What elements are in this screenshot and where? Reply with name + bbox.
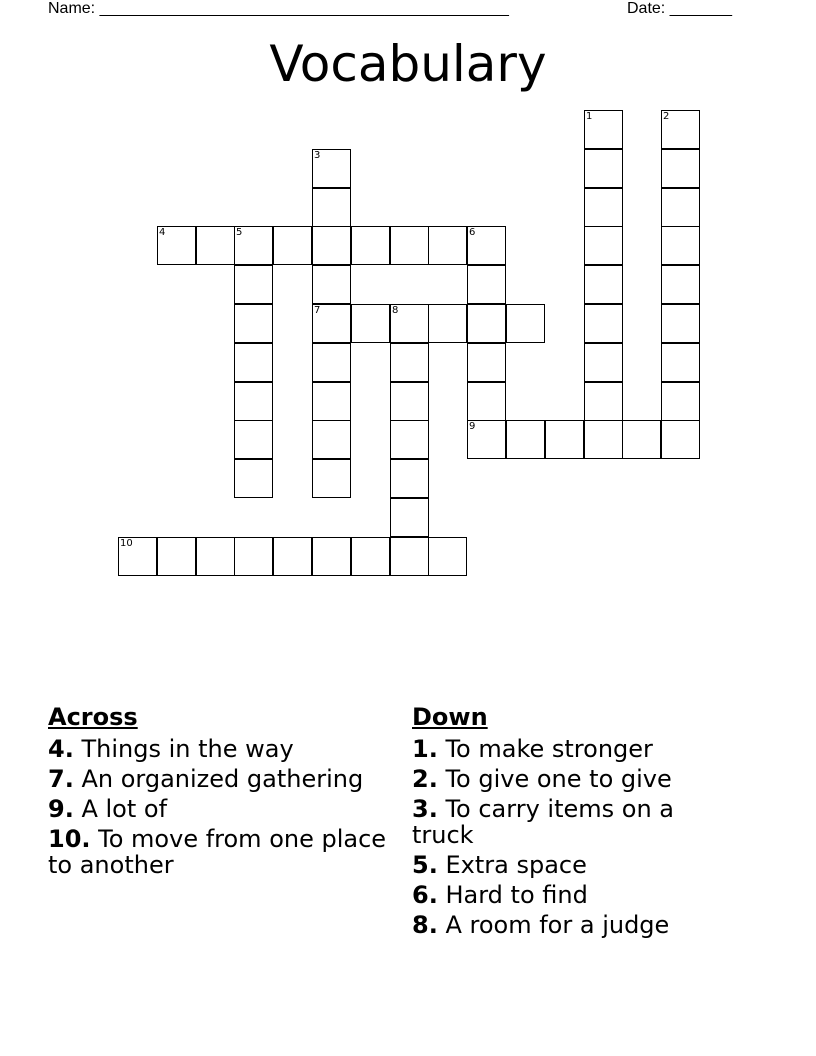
grid-cell[interactable] xyxy=(661,420,700,459)
clue-down-3: 3. To carry items on a truck xyxy=(412,795,674,849)
clue-number: 9 xyxy=(469,421,476,432)
grid-cell[interactable] xyxy=(234,226,273,265)
grid-cell[interactable] xyxy=(312,420,351,459)
page-title: Vocabulary xyxy=(269,35,547,93)
grid-cell[interactable] xyxy=(234,382,273,421)
grid-cell[interactable] xyxy=(584,110,623,149)
clue-down-2: 2. To give one to give xyxy=(412,765,672,793)
grid-cell[interactable] xyxy=(584,149,623,188)
clue-across-9: 9. A lot of xyxy=(48,795,168,823)
grid-cell[interactable] xyxy=(467,420,506,459)
grid-cell[interactable] xyxy=(584,304,623,343)
grid-cell[interactable] xyxy=(234,265,273,304)
grid-cell[interactable] xyxy=(312,304,351,343)
grid-cell[interactable] xyxy=(390,498,429,537)
grid-cell[interactable] xyxy=(351,226,390,265)
clue-number: 6 xyxy=(469,227,476,238)
grid-cell[interactable] xyxy=(661,265,700,304)
name-line[interactable]: Name: ______________________________________________ xyxy=(48,0,509,17)
clue-down-6: 6. Hard to find xyxy=(412,881,588,909)
grid-cell[interactable] xyxy=(467,304,506,343)
grid-cell[interactable] xyxy=(234,459,273,498)
date-line[interactable]: Date: _______ xyxy=(627,0,732,17)
grid-cell[interactable] xyxy=(196,537,235,576)
clue-down-5: 5. Extra space xyxy=(412,851,587,879)
down-clues xyxy=(412,702,712,942)
grid-cell[interactable] xyxy=(545,420,584,459)
grid-cell[interactable] xyxy=(157,537,196,576)
grid-cell[interactable] xyxy=(584,343,623,382)
grid-cell[interactable] xyxy=(661,149,700,188)
grid-cell[interactable] xyxy=(312,343,351,382)
clue-across-4: 4. Things in the way xyxy=(48,735,294,763)
grid-cell[interactable] xyxy=(273,537,312,576)
clue-across-7: 7. An organized gathering xyxy=(48,765,364,793)
grid-cell[interactable] xyxy=(506,304,545,343)
clue-number: 7 xyxy=(314,305,321,316)
grid-cell[interactable] xyxy=(312,226,351,265)
grid-cell[interactable] xyxy=(661,226,700,265)
grid-cell[interactable] xyxy=(390,343,429,382)
grid-cell[interactable] xyxy=(661,343,700,382)
clue-number: 2 xyxy=(663,111,670,122)
grid-cell[interactable] xyxy=(118,537,157,576)
across-heading: Across xyxy=(48,703,138,731)
grid-cell[interactable] xyxy=(584,265,623,304)
grid-cell[interactable] xyxy=(467,265,506,304)
grid-cell[interactable] xyxy=(467,226,506,265)
grid-cell[interactable] xyxy=(312,537,351,576)
grid-cell[interactable] xyxy=(584,382,623,421)
grid-cell[interactable] xyxy=(312,149,351,188)
grid-cell[interactable] xyxy=(351,304,390,343)
clue-down-8: 8. A room for a judge xyxy=(412,911,670,939)
grid-cell[interactable] xyxy=(234,304,273,343)
grid-cell[interactable] xyxy=(390,420,429,459)
grid-cell[interactable] xyxy=(273,226,312,265)
clue-down-1: 1. To make stronger xyxy=(412,735,653,763)
grid-cell[interactable] xyxy=(661,188,700,227)
grid-cell[interactable] xyxy=(467,343,506,382)
grid-cell[interactable] xyxy=(312,382,351,421)
grid-cell[interactable] xyxy=(661,382,700,421)
grid-cell[interactable] xyxy=(196,226,235,265)
clue-across-10: 10. To move from one place to another xyxy=(48,825,387,879)
grid-cell[interactable] xyxy=(584,188,623,227)
grid-cell[interactable] xyxy=(584,226,623,265)
clue-number: 8 xyxy=(392,305,399,316)
grid-cell[interactable] xyxy=(390,382,429,421)
grid-cell[interactable] xyxy=(351,537,390,576)
grid-cell[interactable] xyxy=(157,226,196,265)
grid-cell[interactable] xyxy=(234,343,273,382)
down-heading: Down xyxy=(412,703,488,731)
grid-cell[interactable] xyxy=(622,420,661,459)
grid-cell[interactable] xyxy=(234,537,273,576)
grid-cell[interactable] xyxy=(312,459,351,498)
grid-cell[interactable] xyxy=(312,265,351,304)
across-clues xyxy=(48,702,398,882)
grid-cell[interactable] xyxy=(467,382,506,421)
grid-cell[interactable] xyxy=(390,537,429,576)
grid-cell[interactable] xyxy=(506,420,545,459)
grid-cell[interactable] xyxy=(234,420,273,459)
grid-cell[interactable] xyxy=(428,537,467,576)
grid-cell[interactable] xyxy=(390,226,429,265)
grid-cell[interactable] xyxy=(428,304,467,343)
grid-cell[interactable] xyxy=(661,304,700,343)
grid-cell[interactable] xyxy=(390,304,429,343)
grid-cell[interactable] xyxy=(390,459,429,498)
grid-cell[interactable] xyxy=(312,188,351,227)
grid-cell[interactable] xyxy=(584,420,623,459)
clue-number: 1 xyxy=(586,111,593,122)
clue-number: 4 xyxy=(159,227,166,238)
grid-cell[interactable] xyxy=(661,110,700,149)
grid-cell[interactable] xyxy=(428,226,467,265)
clue-number: 5 xyxy=(236,227,243,238)
clue-number: 3 xyxy=(314,150,321,161)
clue-number: 10 xyxy=(120,538,133,549)
